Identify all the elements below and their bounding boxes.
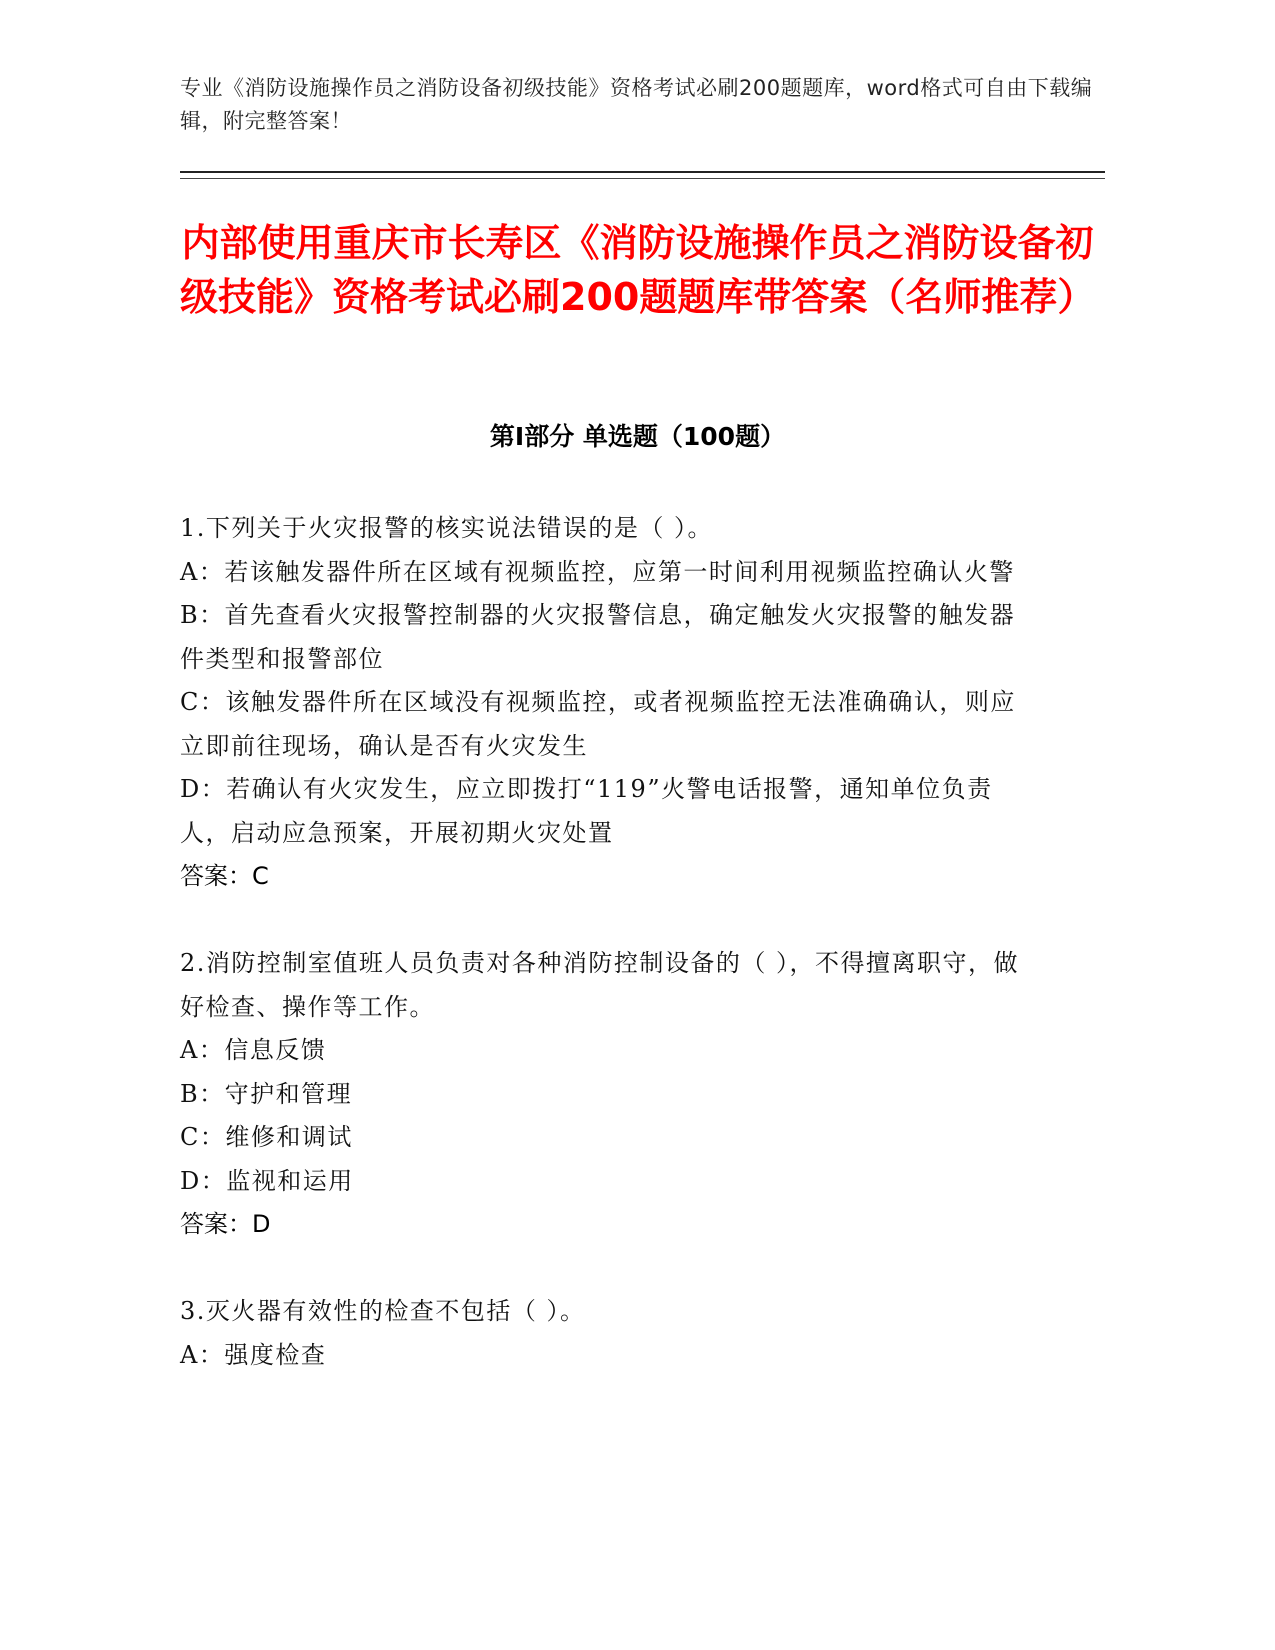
question-option: A：强度检查 (180, 1340, 327, 1369)
question-option: D：监视和运用 (180, 1166, 354, 1195)
question-option: A：若该触发器件所在区域有视频监控，应第一时间利用视频监控确认火警 (180, 557, 1015, 586)
header-divider-thick (180, 171, 1105, 173)
question-list (180, 507, 1040, 1421)
document-title: 内部使用重庆市长寿区《消防设施操作员之消防设备初级技能》资格考试必刷200题题库带答案（名师推荐） (180, 221, 1096, 319)
question-stem: 2.消防控制室值班人员负责对各种消防控制设备的（ ），不得擅离职守，做好检查、操作等工作。 (180, 949, 1020, 1021)
question-item (180, 942, 1040, 1247)
question-item (180, 1290, 1040, 1377)
question-option: B：守护和管理 (180, 1079, 353, 1108)
header-divider-thin (180, 178, 1105, 179)
question-option: B：首先查看火灾报警控制器的火灾报警信息，确定触发火灾报警的触发器件类型和报警部位 (180, 601, 1016, 673)
header-note: 专业《消防设施操作员之消防设备初级技能》资格考试必刷200题题库，word格式可自由下载编辑，附完整答案！ (180, 76, 1093, 133)
question-stem: 1.下列关于火灾报警的核实说法错误的是（ ）。 (180, 514, 714, 542)
question-item (180, 507, 1040, 899)
question-option: A：信息反馈 (180, 1036, 327, 1064)
question-answer: 答案：C (180, 862, 269, 890)
question-answer: 答案：D (180, 1210, 271, 1238)
question-option: C：该触发器件所在区域没有视频监控，或者视频监控无法准确确认，则应立即前往现场，确认是否有火灾发生 (180, 688, 1016, 760)
question-option: C：维修和调试 (180, 1123, 353, 1151)
question-option: D：若确认有火灾发生，应立即拨打“119”火警电话报警，通知单位负责人，启动应急预案，开展初期火灾处置 (180, 775, 993, 847)
section-title: 第I部分 单选题（100题） (489, 422, 786, 451)
question-stem: 3.灭火器有效性的检查不包括（ ）。 (180, 1297, 586, 1325)
